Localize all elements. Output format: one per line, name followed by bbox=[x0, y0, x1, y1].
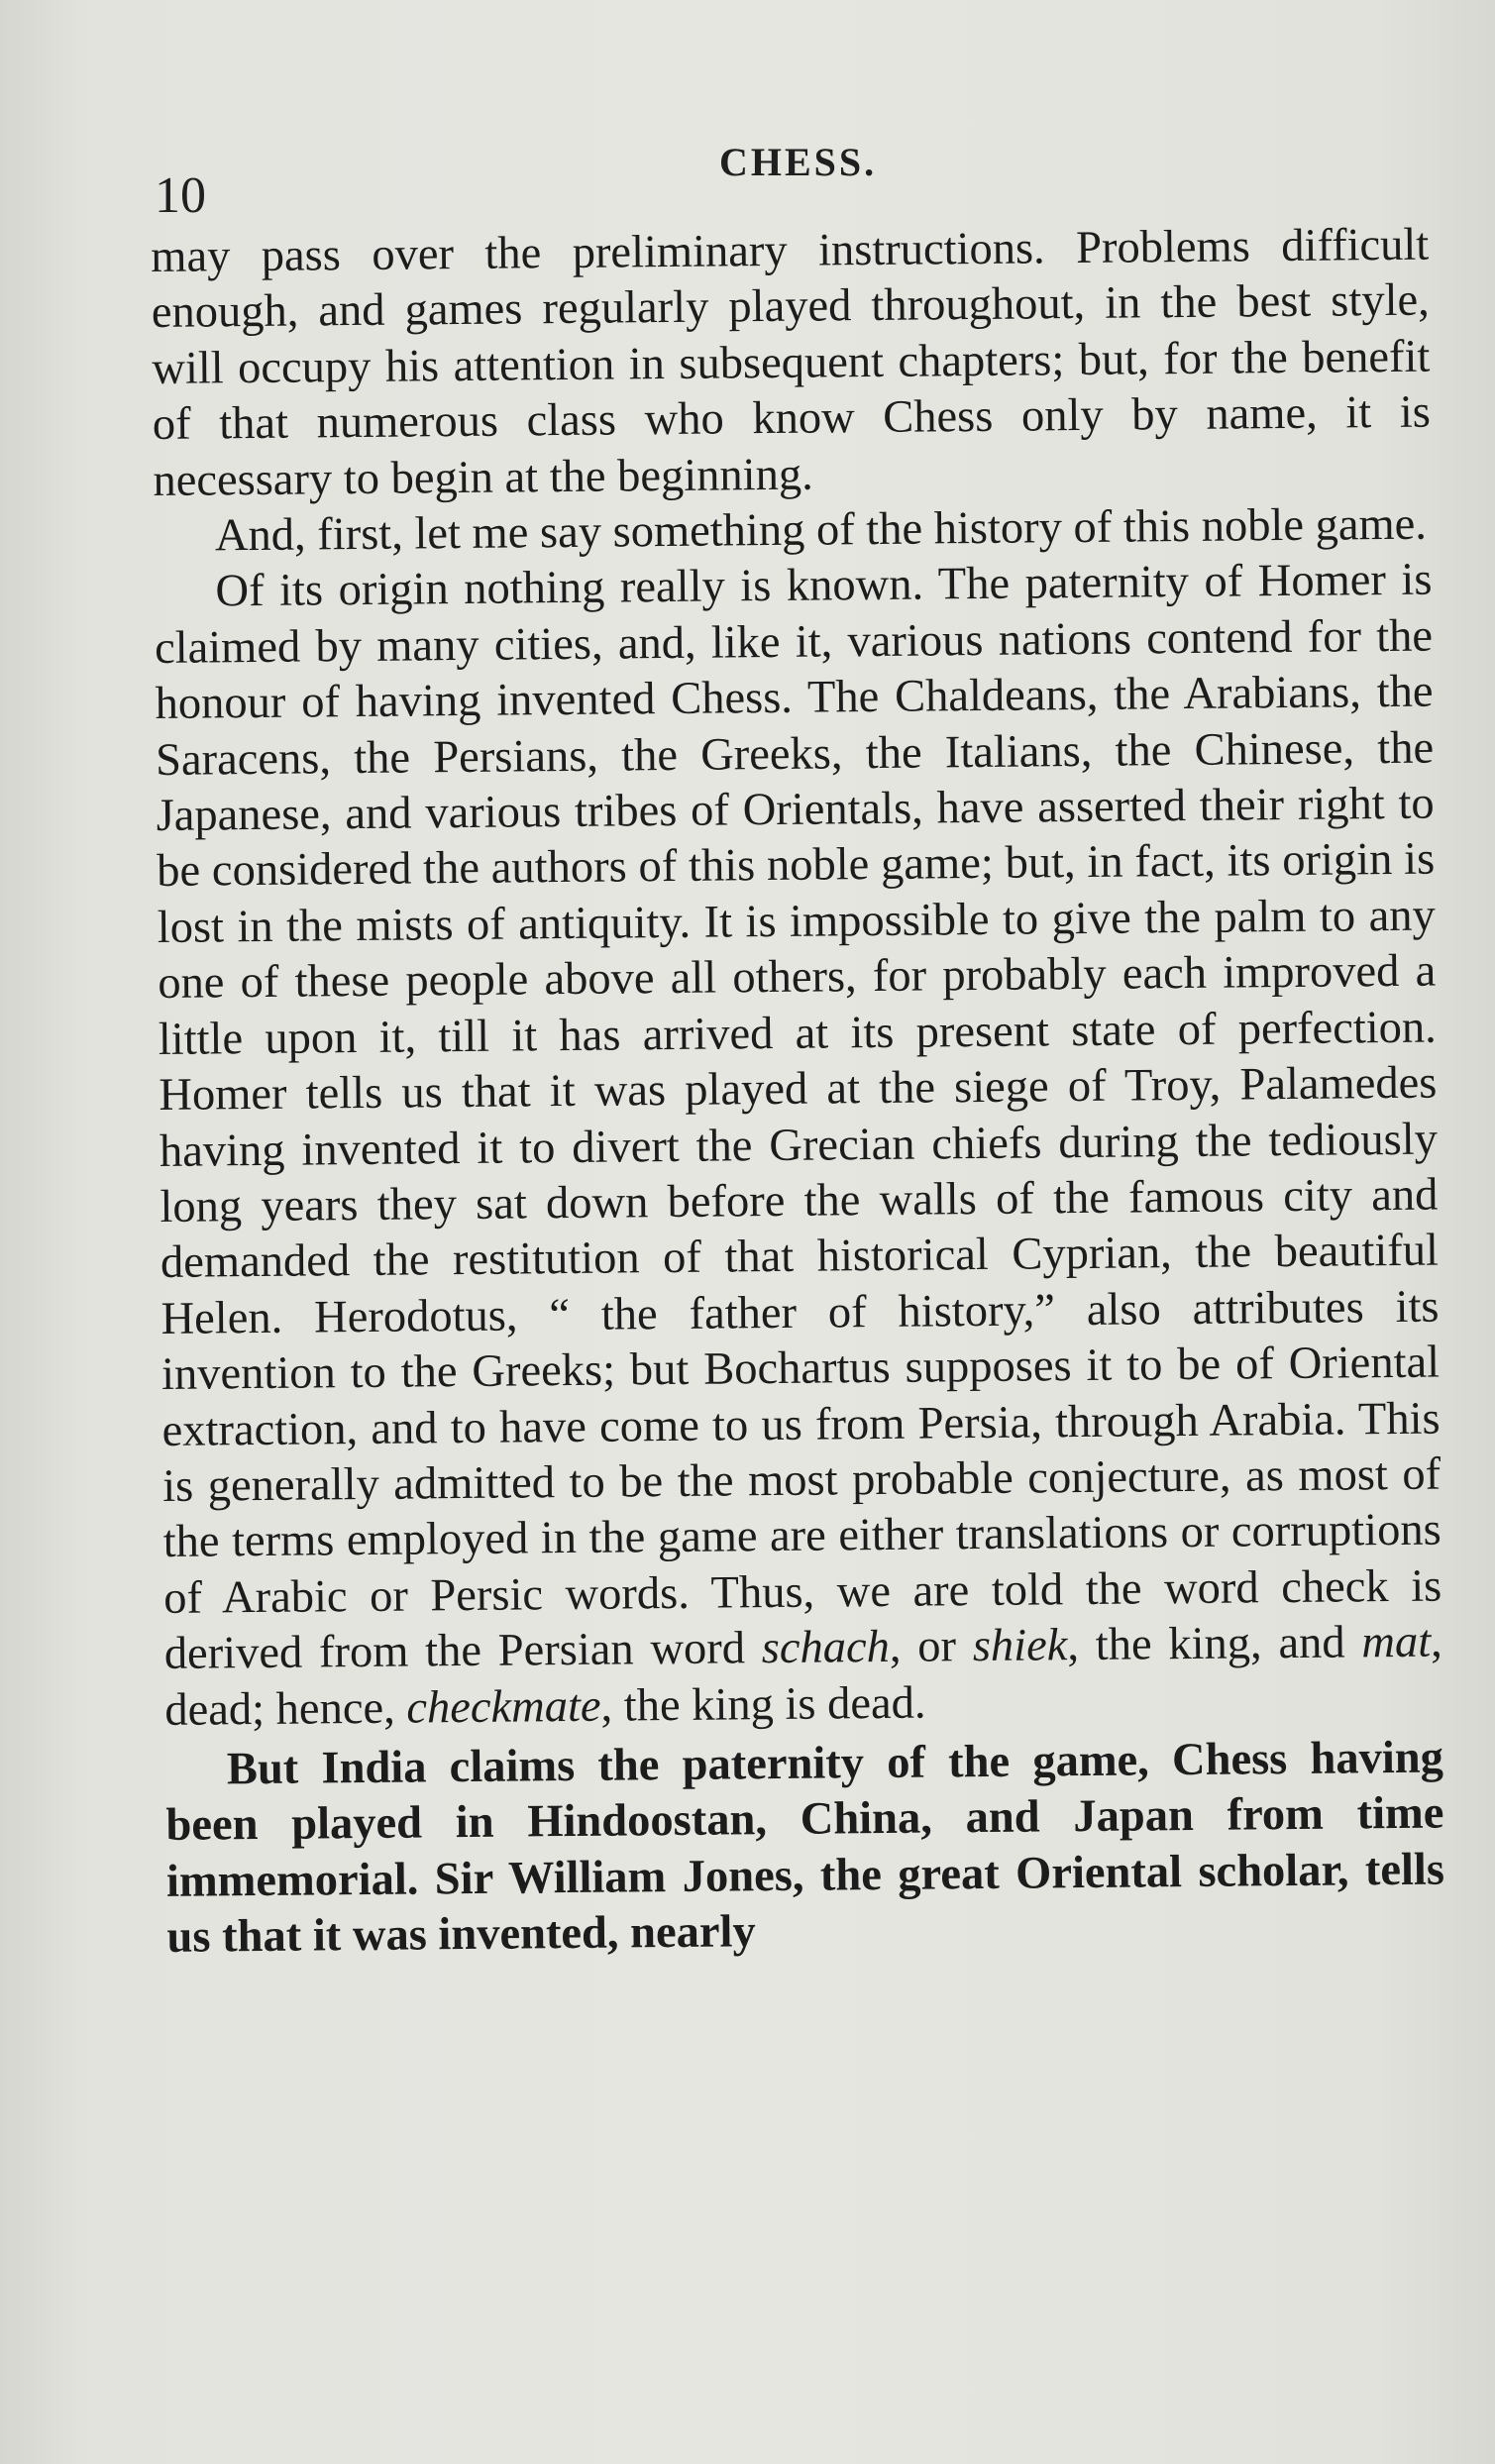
text-segment: Of its origin nothing really is known. The paternity of Homer is claimed by many cities, and, like it, various nations contend for the honour of having invented Chess. The Chaldeans, the Arabians, the Saracens, the Persians, the Greeks, the Italians, the Chinese, the Japanese, and various tribes of Orientals, have asserted their right to be considered the authors of this noble game; but, in fact, its origin is lost in the mists of antiquity. It is impossible to give the palm to any one of these people above all others, for probably each improved a little upon it, till it has arrived at its present state of perfection. Homer tells us that it was played at the siege of Troy, Palamedes having invented it to divert the Grecian chiefs during the tediously long years they sat down before the walls of the famous city and demanded the restitution of that historical Cyprian, the beautiful Helen. Herodotus, “ the father of history,” also attributes its invention to the Greeks; but Bochartus supposes it to be of Oriental extraction, and to have come to us from Persia, through Arabia. This is generally admitted to be the most probable conjecture, as most of the terms employed in the game are either translations or corruptions of Arabic or Persic words. Thus, we are told the word check is derived from the Persian word bbox=[154, 555, 1442, 1680]
text-segment: , the king is dead. bbox=[600, 1677, 926, 1732]
paragraph-1: may pass over the preliminary instructions. Problems difficult enough, and games regularly played throughout, in the best style, will occupy his attention in subsequent chapters; but, for the benefit of that numerous class who know Chess only by name, it is necessary to begin at the beginning. bbox=[151, 219, 1432, 506]
running-head bbox=[149, 139, 1437, 224]
italic-word-checkmate: checkmate bbox=[406, 1680, 601, 1734]
paragraph-3 bbox=[154, 553, 1442, 1739]
italic-word-mat: mat bbox=[1361, 1616, 1432, 1668]
body-text bbox=[151, 218, 1445, 1967]
paragraph-4: But India claims the paternity of the game, Chess having been played in Hindoostan, China, and Japan from time immemorial. Sir William Jones, the great Oriental scholar, tells us that it was invented, nearly bbox=[165, 1732, 1445, 1964]
text-segment: , or bbox=[889, 1621, 974, 1673]
text-segment: , dead; hence, bbox=[164, 1616, 1442, 1736]
text-segment: , the king, and bbox=[1067, 1617, 1362, 1671]
italic-word-schach: schach bbox=[761, 1622, 891, 1674]
italic-word-shiek: shiek bbox=[972, 1620, 1068, 1672]
running-title: CHESS. bbox=[719, 140, 878, 184]
page-number: 10 bbox=[155, 167, 206, 224]
paragraph-2: And, first, let me say something of the history of this noble game. bbox=[214, 498, 1428, 562]
